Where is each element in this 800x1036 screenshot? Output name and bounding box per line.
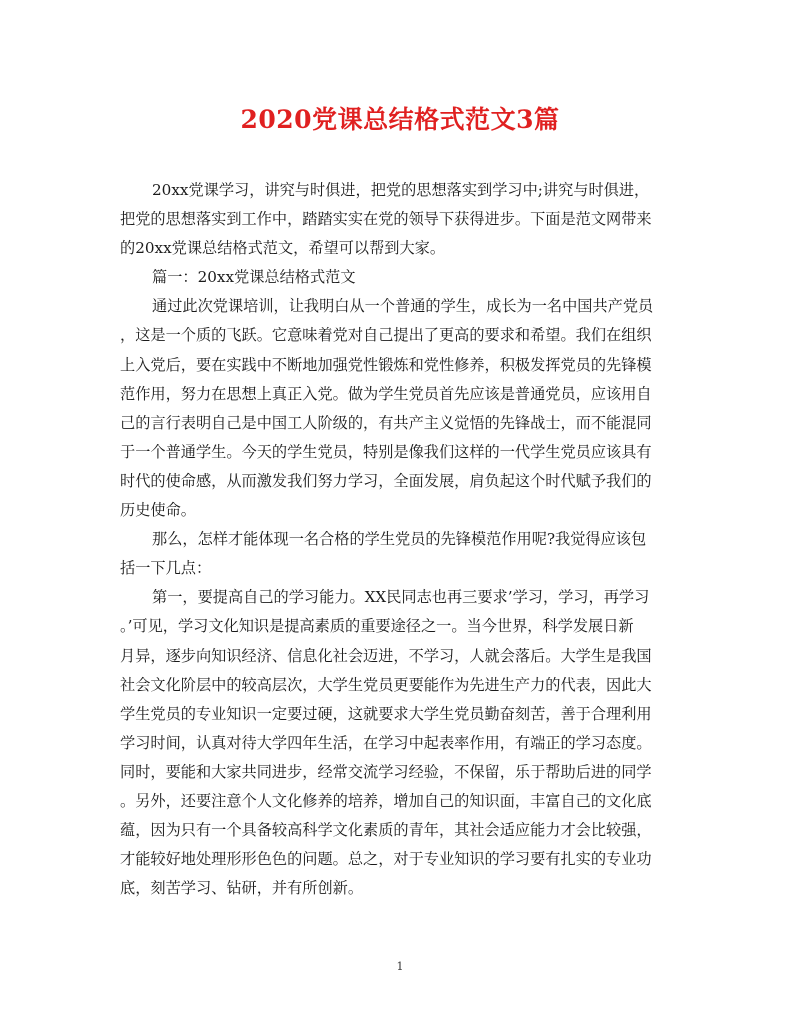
text-line: 蕴，因为只有一个具备较高科学文化素质的青年，其社会适应能力才会比较强，	[120, 821, 652, 840]
text-line: 才能较好地处理形形色色的问题。总之，对于专业知识的学习要有扎实的专业功	[120, 850, 652, 869]
text-line: 底，刻苦学习、钻研，并有所创新。	[120, 879, 363, 898]
text-line: 篇一：20xx党课总结格式范文	[152, 268, 356, 287]
text-line: 上入党后，要在实践中不断地加强党性锻炼和党性修养，积极发挥党员的先锋模	[120, 355, 652, 374]
text-line: 通过此次党课培训，让我明白从一个普通的学生，成长为一名中国共产党员	[152, 297, 654, 316]
text-line: ，这是一个质的飞跃。它意味着党对自己提出了更高的要求和希望。我们在组织	[120, 326, 652, 345]
text-line: 学习时间，认真对待大学四年生活，在学习中起表率作用，有端正的学习态度。	[120, 733, 652, 752]
text-line: 20xx党课学习，讲究与时俱进，把党的思想落实到学习中;讲究与时俱进，	[152, 181, 650, 199]
text-line: 月异，逐步向知识经济、信息化社会迈进，不学习，人就会落后。大学生是我国	[120, 646, 652, 665]
text-line: 第一，要提高自己的学习能力。XX民同志也再三要求’学习，学习，再学习	[152, 588, 650, 607]
document-title: 2020党课总结格式范文3篇	[240, 105, 560, 134]
text-line: 。’可见，学习文化知识是提高素质的重要途径之一。当今世界，科学发展日新	[120, 617, 634, 636]
page-number: 1	[396, 960, 404, 973]
text-line: 。另外，还要注意个人文化修养的培养，增加自己的知识面，丰富自己的文化底	[120, 791, 652, 810]
text-line: 学生党员的专业知识一定要过硬，这就要求大学生党员勤奋刻苦，善于合理利用	[120, 704, 652, 723]
text-line: 于一个普通学生。今天的学生党员，特别是像我们这样的一代学生党员应该具有	[120, 442, 652, 461]
text-line: 把党的思想落实到工作中，踏踏实实在党的领导下获得进步。下面是范文网带来	[120, 210, 652, 229]
text-line: 同时，要能和大家共同进步，经常交流学习经验，不保留，乐于帮助后进的同学	[120, 762, 652, 781]
text-line: 括一下几点：	[120, 559, 212, 578]
text-line: 历史使命。	[120, 501, 196, 520]
text-line: 社会文化阶层中的较高层次，大学生党员更要能作为先进生产力的代表，因此大	[120, 675, 652, 694]
document-body	[120, 176, 680, 903]
text-line: 己的言行表明自己是中国工人阶级的，有共产主义觉悟的先锋战士，而不能混同	[120, 413, 652, 432]
text-line: 时代的使命感，从而激发我们努力学习，全面发展，肩负起这个时代赋予我们的	[120, 471, 652, 490]
text-line: 那么，怎样才能体现一名合格的学生党员的先锋模范作用呢?我觉得应该包	[152, 530, 647, 549]
text-line: 范作用，努力在思想上真正入党。做为学生党员首先应该是普通党员，应该用自	[120, 384, 652, 403]
text-line: 的20xx党课总结格式范文，希望可以帮到大家。	[120, 239, 446, 258]
